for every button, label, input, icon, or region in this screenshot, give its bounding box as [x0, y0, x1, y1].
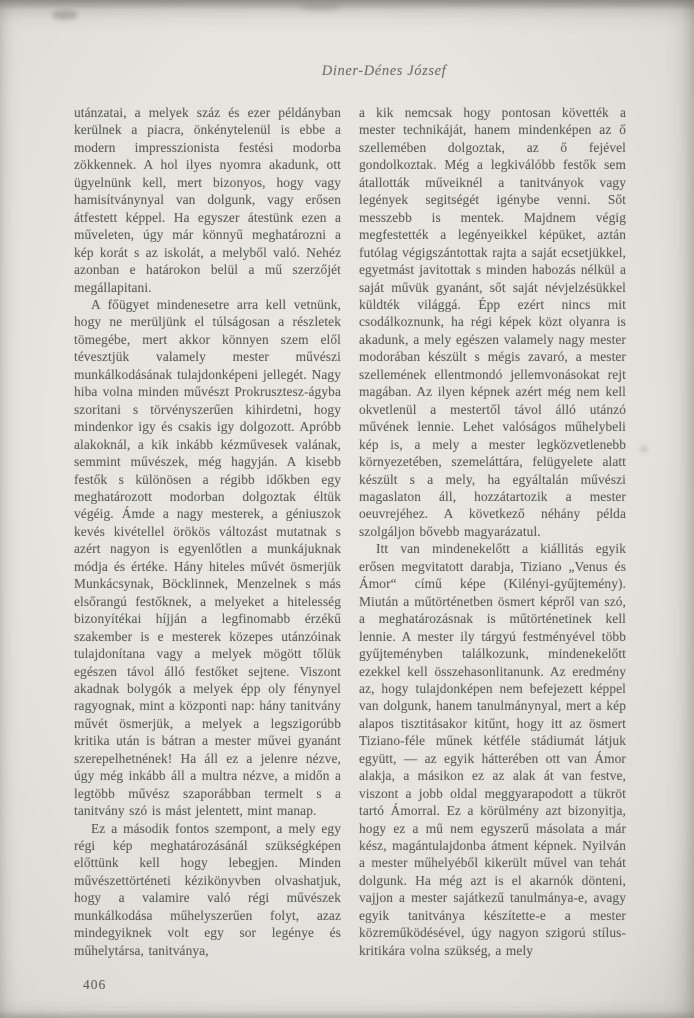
page-number: 406 — [83, 977, 107, 992]
paragraph-continuation: a kik nemcsak hogy pontosan követték a mester technikáját, hanem mindenképen az ő szellemében dolgoztak, az ő fejével gondolkoztak. Még a legkiválóbb festők sem átallották műveiknél a tanitványok vagy legények segitségét igénybe venni. Sőt messzebb is mentek. Majdnem végig megfestették a legényeikkel képüket, aztán futólag végigszántottak rajta a saját ecsetjükkel, egyetmást javitottak s minden habozás nélkül a saját művük gyanánt, sőt saját névjelzésükkel küldték világgá. Épp ezért nincs mit csodálkoznunk, ha régi képek közt olyanra is akadunk, a mely egészen valamely nagy mester modorában készült s mégis zavaró, a mester szellemének ellentmondó jellemvonásokat rejt magában. Az ilyen képnek azért még nem kell okvetlenül a mestertől távol álló utánzó művének lennie. Lehet valóságos műhelybeli kép is, a mely a mester legközvetlenebb környezetében, szemeláttára, felügyelete alatt készült s a mely, ha egyáltalán művészi magaslaton áll, hozzátartozik a mester oeuvrejéhez. A következő néhány példa szolgáljon bővebb magyarázatul. — [359, 105, 626, 539]
scan-artifact — [52, 10, 78, 20]
left-text-column — [74, 104, 341, 959]
paragraph: A főügyet mindenesetre arra kell vetnünk, hogy ne merüljünk el túlságosan a részletek tömegébe, mert akkor könnyen szem elől tévesztjük valamely mester művészi munkálkodásának tulajdonképeni jellegét. Nagy hiba volna minden művészt Prokrusztesz-ágyba szoritani s törvényszerűen kihirdetni, hogy mindenkor igy és csakis igy dolgozott. Apróbb alakoknál, a kik inkább kézművesek valának, semmint művészek, még hagyján. A kisebb festők s különösen a régibb időkben egy meghatározott modorban dolgoztak éltük végéig. Ámde a nagy mesterek, a géniuszok kevés kivétellel örökös változást mutatnak s azért nagyon is egyenlőtlen a munkájuknak módja és értéke. Hány hiteles művét ösmerjük Munkácsynak, Böcklinnek, Menzelnek s más elsőrangú festőknek, a melyeket a hitelesség bizonyítékai híjján a legfinomabb érzékű szakember is e mesterek közepes utánzóinak tulajdonítana vagy a melyek mögött tőlük egészen távol álló festőket sejtene. Viszont akadnak bolygók a melyek épp oly fénynyel ragyognak, mint a központi nap: hány tanitvány művét ösmerjük, a melyek a legszigorúbb kritika után is bátran a mester művei gyanánt szerepelhetnének! Ha áll ez a jelenre nézve, úgy még inkább áll a multra nézve, a midőn a legtöbb művész szaporábban termelt s a tanitvány szó is mást jelentett, mint manap. — [74, 296, 341, 819]
scan-edge-shadow-bottom — [0, 1010, 694, 1018]
paragraph-continuation: utánzatai, a melyek száz és ezer példányban kerülnek a piacra, önkénytelenül is ebbe a modern impresszionista festési modorba zökkennek. A hol ilyes nyomra akadunk, ott ügyelnünk kell, mert bizonyos, hogy vagy hamisítványnyal van dolgunk, vagy erősen átfestett képpel. Ha egyszer átestünk ezen a műveleten, úgy már könnyű meghatározni a kép korát s az iskolát, a melyből való. Nehéz azonban e határokon belül a mű szerzőjét megállapitani. — [74, 105, 341, 295]
scan-edge-shadow-top — [0, 0, 694, 10]
paragraph: Itt van mindenekelőtt a kiállitás egyik erősen megvitatott darabja, Tiziano „Venus és Ámor“ című képe (Kilényi-gyűjtemény). Miután a műtörténetben ösmert képről van szó, a meghatározásnak is műtörténetinek kell lennie. A mester ily tárgyú festményével több gyűjteményben találkozunk, mindenekelőtt ezekkel kell összehasonlitanunk. Az eredmény az, hogy tulajdonképen nem befejezett képpel van dolgunk, hanem tanulmánynyal, mert a kép alapos tisztitásakor kitűnt, hogy itt az ösmert Tiziano-féle műnek kétféle stádiumát látjuk együtt, — az egyik hátterében ott van Ámor alakja, a másikon ez az alak át van festve, viszont a jobb oldal meggyarapodott a tükröt tartó Ámorral. Ez a körülmény azt bizonyitja, hogy ez a mű nem egyszerű másolata a már kész, magántulajdonba átment képnek. Nyilván a mester műhelyéből kikerült művel van tehát dolgunk. Ha még azt is el akarnók dönteni, vajjon a mester sajátkezű tanulmánya-e, avagy egyik tanitványa készítette-e a mester közreműködésével, úgy nagyon szigorú stílus-kritikára volna szükség, a mely — [359, 541, 626, 958]
running-header-author: Diner-Dénes József — [321, 63, 447, 79]
paragraph: Ez a második fontos szempont, a mely egy régi kép meghatározásánál szükségképen előttünk kell hogy lebegjen. Minden művészettörténeti kézikönyvben olvashatjuk, hogy a valamire való régi művészek munkálkodása műhelyszerűen folyt, azaz mindegyiknek volt egy sor legénye és műhelytársa, tanitványa, — [74, 820, 341, 958]
scan-artifact — [640, 446, 648, 452]
right-text-column — [359, 104, 626, 959]
